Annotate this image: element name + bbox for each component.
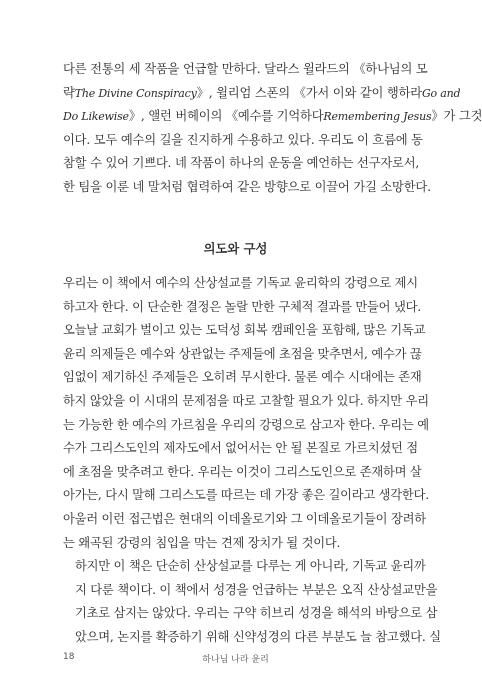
text-line: 았으며, 논지를 확증하기 위해 신약성경의 다른 부분도 늘 참고했다. 실 xyxy=(75,629,441,644)
text-line: 아가는, 다시 말해 그리스도를 따르는 데 가장 좋은 길이라고 생각한다. xyxy=(63,488,429,503)
book-title-italic: The Divine Conspiracy xyxy=(74,86,197,100)
text-line: 수가 그리스도인의 제자도에서 없어서는 안 될 본질로 가르치셨던 점 xyxy=(63,441,418,456)
text-line xyxy=(63,82,461,106)
text-line: 지 다룬 책이다. 이 책에서 성경을 언급하는 부분은 오직 산상설교만을 xyxy=(75,582,438,597)
text-run: 》, 앨런 버헤이의 《예수를 기억하다 xyxy=(128,109,324,124)
intro-paragraph xyxy=(63,58,482,200)
book-title-italic: Remembering Jesus xyxy=(323,110,432,124)
book-title-italic: Do Likewise xyxy=(63,110,129,124)
section-heading: 의도와 구성 xyxy=(203,242,268,256)
body-paragraphs xyxy=(63,272,441,650)
text-line: 오늘날 교회가 벌이고 있는 도덕성 회복 캠페인을 포함해, 많은 기독교 xyxy=(63,323,426,338)
text-line: 기초로 삼지는 않았다. 우리는 구약 히브리 성경을 해석의 바탕으로 삼 xyxy=(75,606,438,621)
text-line: 임없이 제기하신 주제들은 오히려 무시한다. 물론 예수 시대에는 존재 xyxy=(63,370,422,385)
text-line: 아울러 이런 접근법은 현대의 이데올로기와 그 이데올로기들이 장려하 xyxy=(63,511,426,526)
text-line: 는 왜곡된 강령의 침입을 막는 견제 장치가 될 것이다. xyxy=(63,535,341,550)
text-line: 하고자 한다. 이 단순한 결정은 놀랄 만한 구체적 결과를 만들어 냈다. xyxy=(63,299,421,314)
running-footer-title: 하나님 나라 윤리 xyxy=(202,655,269,665)
text-line: 윤리 의제들은 예수와 상관없는 주제들에 초점을 맞추면서, 예수가 끊 xyxy=(63,346,422,361)
text-line: 하지 않았을 이 시대의 문제점을 따로 고찰할 필요가 있다. 하지만 우리 xyxy=(63,393,429,408)
book-title-italic: Go and xyxy=(421,86,461,100)
text-run: 략 xyxy=(63,85,75,100)
text-line: 하지만 이 책은 단순히 산상설교를 다루는 게 아니라, 기독교 윤리까 xyxy=(75,559,426,574)
text-line: 는 가능한 한 예수의 가르침을 우리의 강령으로 삼고자 한다. 우리는 예 xyxy=(63,417,429,432)
body-paragraph-1 xyxy=(63,272,429,555)
text-line: 한 팀을 이룬 네 말처럼 협력하여 같은 방향으로 이끌어 가길 소망한다. xyxy=(63,179,431,194)
body-paragraph-2 xyxy=(63,555,441,649)
text-line: 에 초점을 맞추려고 한다. 우리는 이것이 그리스도인으로 존재하며 살 xyxy=(63,464,422,479)
text-line: 우리는 이 책에서 예수의 산상설교를 기독교 윤리학의 강령으로 제시 xyxy=(63,276,418,290)
page-number: 18 xyxy=(63,652,75,662)
text-line xyxy=(63,105,482,129)
text-run: 》, 윌리엄 스폰의 《가서 이와 같이 행하라 xyxy=(196,85,422,100)
text-run: 》가 그것 xyxy=(431,109,482,124)
text-line: 이다. 모두 예수의 길을 진지하게 수용하고 있다. 우리도 이 흐름에 동 xyxy=(63,132,423,147)
text-line: 다른 전통의 세 작품을 언급할 만하다. 달라스 윌라드의 《하나님의 모 xyxy=(63,62,428,76)
text-line: 참할 수 있어 기쁘다. 네 작품이 하나의 운동을 예언하는 선구자로서, xyxy=(63,156,420,171)
